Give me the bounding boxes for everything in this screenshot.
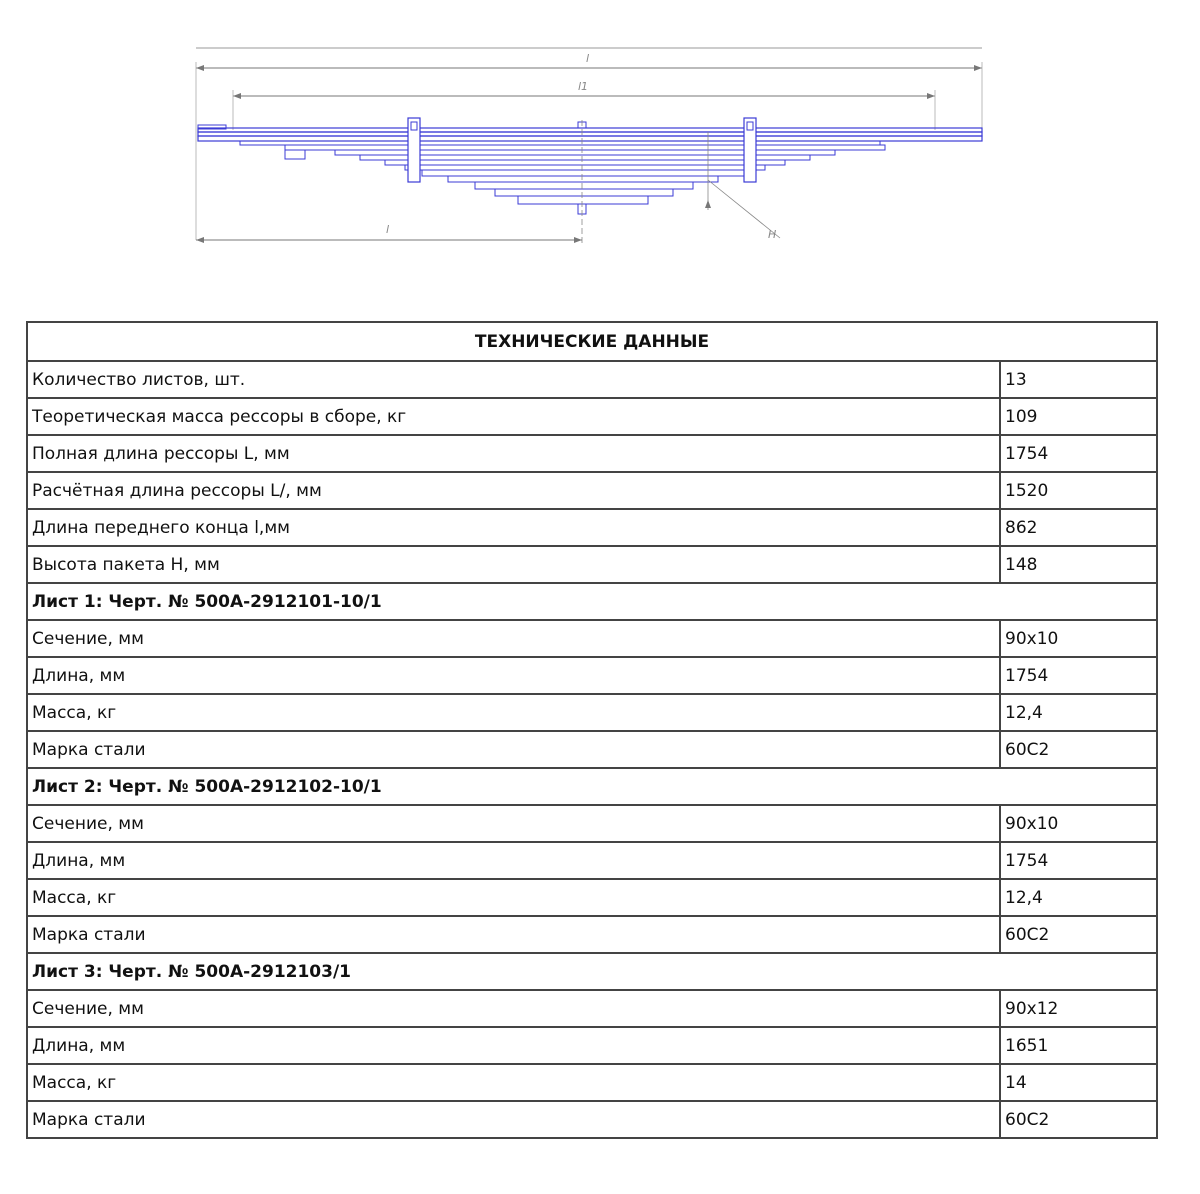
table-row bbox=[27, 990, 1157, 1027]
row-label: Теоретическая масса рессоры в сборе, кг bbox=[27, 398, 1000, 435]
leaf-section-row bbox=[27, 768, 1157, 805]
technical-data-table bbox=[26, 321, 1158, 1139]
leaf-section-heading: Лист 3: Черт. № 500А-2912103/1 bbox=[27, 953, 1157, 990]
leaf-spring-drawing bbox=[190, 40, 990, 250]
row-label: Марка стали bbox=[27, 916, 1000, 953]
row-value: 12,4 bbox=[1000, 694, 1157, 731]
row-label: Сечение, мм bbox=[27, 805, 1000, 842]
table-row bbox=[27, 361, 1157, 398]
dim-label-total: l bbox=[586, 52, 590, 65]
table-row bbox=[27, 435, 1157, 472]
row-value: 12,4 bbox=[1000, 879, 1157, 916]
row-value: 14 bbox=[1000, 1064, 1157, 1101]
leaf-spring-svg bbox=[190, 40, 990, 250]
table-row bbox=[27, 509, 1157, 546]
table-title: ТЕХНИЧЕСКИЕ ДАННЫЕ bbox=[27, 322, 1157, 361]
table-row bbox=[27, 1064, 1157, 1101]
leaf-section-heading: Лист 1: Черт. № 500А-2912101-10/1 bbox=[27, 583, 1157, 620]
row-label: Высота пакета H, мм bbox=[27, 546, 1000, 583]
row-label: Расчётная длина рессоры L/, мм bbox=[27, 472, 1000, 509]
row-value: 90х10 bbox=[1000, 805, 1157, 842]
row-label: Масса, кг bbox=[27, 1064, 1000, 1101]
row-value: 862 bbox=[1000, 509, 1157, 546]
table-row bbox=[27, 916, 1157, 953]
row-label: Количество листов, шт. bbox=[27, 361, 1000, 398]
row-label: Полная длина рессоры L, мм bbox=[27, 435, 1000, 472]
row-value: 1754 bbox=[1000, 657, 1157, 694]
row-label: Длина, мм bbox=[27, 1027, 1000, 1064]
dim-label-front: l bbox=[386, 223, 390, 236]
row-label: Длина переднего конца l,мм bbox=[27, 509, 1000, 546]
row-label: Масса, кг bbox=[27, 879, 1000, 916]
row-value: 60С2 bbox=[1000, 1101, 1157, 1138]
row-label: Длина, мм bbox=[27, 842, 1000, 879]
table-row bbox=[27, 657, 1157, 694]
row-value: 148 bbox=[1000, 546, 1157, 583]
table-row bbox=[27, 546, 1157, 583]
table-row bbox=[27, 842, 1157, 879]
row-value: 90х12 bbox=[1000, 990, 1157, 1027]
row-value: 1754 bbox=[1000, 842, 1157, 879]
dim-label-height: H bbox=[768, 228, 777, 241]
row-label: Сечение, мм bbox=[27, 620, 1000, 657]
table-row bbox=[27, 472, 1157, 509]
table-row bbox=[27, 398, 1157, 435]
row-value: 60С2 bbox=[1000, 731, 1157, 768]
row-value: 90х10 bbox=[1000, 620, 1157, 657]
table-row bbox=[27, 620, 1157, 657]
row-label: Марка стали bbox=[27, 731, 1000, 768]
row-value: 1754 bbox=[1000, 435, 1157, 472]
table-row bbox=[27, 1027, 1157, 1064]
row-value: 109 bbox=[1000, 398, 1157, 435]
table-row bbox=[27, 731, 1157, 768]
leaf-section-heading: Лист 2: Черт. № 500А-2912102-10/1 bbox=[27, 768, 1157, 805]
row-label: Марка стали bbox=[27, 1101, 1000, 1138]
row-value: 1520 bbox=[1000, 472, 1157, 509]
row-value: 13 bbox=[1000, 361, 1157, 398]
table-title-row bbox=[27, 322, 1157, 361]
leaf-section-row bbox=[27, 583, 1157, 620]
table-row bbox=[27, 1101, 1157, 1138]
table-row bbox=[27, 805, 1157, 842]
row-label: Длина, мм bbox=[27, 657, 1000, 694]
row-value: 1651 bbox=[1000, 1027, 1157, 1064]
row-label: Сечение, мм bbox=[27, 990, 1000, 1027]
row-label: Масса, кг bbox=[27, 694, 1000, 731]
row-value: 60С2 bbox=[1000, 916, 1157, 953]
dim-label-calc: l1 bbox=[578, 80, 589, 93]
table-row bbox=[27, 879, 1157, 916]
table-row bbox=[27, 694, 1157, 731]
leaf-section-row bbox=[27, 953, 1157, 990]
